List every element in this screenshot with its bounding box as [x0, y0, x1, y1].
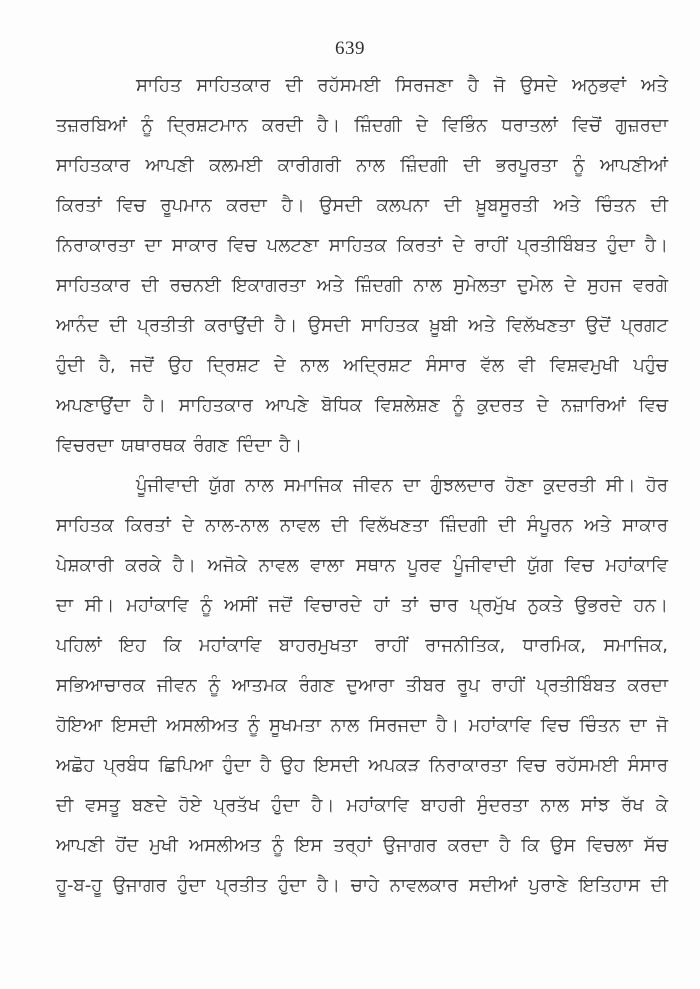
text-line: ਸਾਹਿਤਕਾਰ ਆਪਣੀ ਕਲਮਈ ਕਾਰੀਗਰੀ ਨਾਲ ਜ਼ਿੰਦਗੀ ਦੀ ਭਰਪੂਰਤਾ ਨੂੰ ਆਪਣੀਆਂ	[56, 155, 668, 176]
text-line: ਸਾਹਿਤਕ ਕਿਰਤਾਂ ਦੇ ਨਾਲ-ਨਾਲ ਨਾਵਲ ਦੀ ਵਿਲੱਖਣਤਾ ਜ਼ਿੰਦਗੀ ਦੀ ਸੰਪੂਰਨ ਅਤੇ ਸਾਕਾਰ	[56, 515, 668, 536]
text-line: ਆਪਣੀ ਹੋਂਦ ਮੁਖੀ ਅਸਲੀਅਤ ਨੂੰ ਇਸ ਤਰ੍ਹਾਂ ਉਜਾਗਰ ਕਰਦਾ ਹੈ ਕਿ ਉਸ ਵਿਚਲਾ ਸੱਚ	[56, 835, 668, 856]
text-line: ਹੂ-ਬ-ਹੂ ਉਜਾਗਰ ਹੁੰਦਾ ਪ੍ਰਤੀਤ ਹੁੰਦਾ ਹੈ। ਚਾਹੇ ਨਾਵਲਕਾਰ ਸਦੀਆਂ ਪੁਰਾਣੇ ਇਤਿਹਾਸ ਦੀ	[56, 875, 668, 896]
page-number: 639	[335, 38, 365, 59]
text-line: ਦਾ ਸੀ। ਮਹਾਂਕਾਵਿ ਨੂੰ ਅਸੀਂ ਜਦੋਂ ਵਿਚਾਰਦੇ ਹਾਂ ਤਾਂ ਚਾਰ ਪ੍ਰਮੁੱਖ ਨੁਕਤੇ ਉਭਰਦੇ ਹਨ।	[56, 595, 668, 616]
text-line: ਦੀ ਵਸਤੂ ਬਣਦੇ ਹੋਏ ਪ੍ਰਤੱਖ ਹੁੰਦਾ ਹੈ। ਮਹਾਂਕਾਵਿ ਬਾਹਰੀ ਸੁੰਦਰਤਾ ਨਾਲ ਸਾਂਝ ਰੱਖ ਕੇ	[56, 795, 668, 816]
text-line: ਕਿਰਤਾਂ ਵਿਚ ਰੂਪਮਾਨ ਕਰਦਾ ਹੈ। ਉਸਦੀ ਕਲਪਨਾ ਦੀ ਖ਼ੂਬਸੂਰਤੀ ਅਤੇ ਚਿੰਤਨ ਦੀ	[56, 195, 668, 216]
paragraph	[56, 66, 668, 466]
text-block	[56, 66, 668, 906]
text-line: ਸਭਿਆਚਾਰਕ ਜੀਵਨ ਨੂੰ ਆਤਮਕ ਰੰਗਣ ਦੁਆਰਾ ਤੀਬਰ ਰੂਪ ਰਾਹੀਂ ਪ੍ਰਤੀਬਿੰਬਤ ਕਰਦਾ	[56, 675, 668, 696]
text-line: ਹੁੰਦੀ ਹੈ, ਜਦੋਂ ਉਹ ਦ੍ਰਿਸ਼ਟ ਦੇ ਨਾਲ ਅਦ੍ਰਿਸ਼ਟ ਸੰਸਾਰ ਵੱਲ ਵੀ ਵਿਸ਼ਵਮੁਖੀ ਪਹੁੰਚ	[56, 355, 668, 376]
text-line: ਅਛੋਹ ਪ੍ਰਬੰਧ ਛਿਪਿਆ ਹੁੰਦਾ ਹੈ ਉਹ ਇਸਦੀ ਅਪਕੜ ਨਿਰਾਕਾਰਤਾ ਵਿਚ ਰਹੱਸਮਈ ਸੰਸਾਰ	[56, 755, 668, 776]
text-line: ਅਪਣਾਉਂਦਾ ਹੈ। ਸਾਹਿਤਕਾਰ ਆਪਣੇ ਬੋਧਿਕ ਵਿਸ਼ਲੇਸ਼ਣ ਨੂੰ ਕੁਦਰਤ ਦੇ ਨਜ਼ਾਰਿਆਂ ਵਿਚ	[56, 395, 668, 416]
text-line: ਪੇਸ਼ਕਾਰੀ ਕਰਕੇ ਹੈ। ਅਜੋਕੇ ਨਾਵਲ ਵਾਲਾ ਸਥਾਨ ਪੂਰਵ ਪੂੰਜੀਵਾਦੀ ਯੁੱਗ ਵਿਚ ਮਹਾਂਕਾਵਿ	[56, 555, 668, 576]
text-line: ਪੂੰਜੀਵਾਦੀ ਯੁੱਗ ਨਾਲ ਸਮਾਜਿਕ ਜੀਵਨ ਦਾ ਗੁੰਝਲਦਾਰ ਹੋਣਾ ਕੁਦਰਤੀ ਸੀ। ਹੋਰ	[136, 475, 668, 496]
text-line: ਵਿਚਰਦਾ ਯਥਾਰਥਕ ਰੰਗਣ ਦਿੰਦਾ ਹੈ।	[56, 435, 303, 456]
text-line: ਨਿਰਾਕਾਰਤਾ ਦਾ ਸਾਕਾਰ ਵਿਚ ਪਲਟਣਾ ਸਾਹਿਤਕ ਕਿਰਤਾਂ ਦੇ ਰਾਹੀਂ ਪ੍ਰਤੀਬਿੰਬਤ ਹੁੰਦਾ ਹੈ।	[56, 235, 668, 256]
text-line: ਪਹਿਲਾਂ ਇਹ ਕਿ ਮਹਾਂਕਾਵਿ ਬਾਹਰਮੁਖਤਾ ਰਾਹੀਂ ਰਾਜਨੀਤਿਕ, ਧਾਰਮਿਕ, ਸਮਾਜਿਕ,	[56, 635, 668, 656]
paragraph	[56, 466, 668, 906]
text-line: ਤਜ਼ਰਬਿਆਂ ਨੂੰ ਦ੍ਰਿਸ਼ਟਮਾਨ ਕਰਦੀ ਹੈ। ਜ਼ਿੰਦਗੀ ਦੇ ਵਿਭਿੰਨ ਧਰਾਤਲਾਂ ਵਿਚੋਂ ਗੁਜ਼ਰਦਾ	[56, 115, 668, 136]
text-line: ਹੋਇਆ ਇਸਦੀ ਅਸਲੀਅਤ ਨੂੰ ਸੂਖਮਤਾ ਨਾਲ ਸਿਰਜਦਾ ਹੈ। ਮਹਾਂਕਾਵਿ ਵਿਚ ਚਿੰਤਨ ਦਾ ਜੋ	[56, 715, 668, 736]
text-line: ਸਾਹਿਤਕਾਰ ਦੀ ਰਚਨਈ ਇਕਾਗਰਤਾ ਅਤੇ ਜ਼ਿੰਦਗੀ ਨਾਲ ਸੁਮੇਲਤਾ ਦੁਮੇਲ ਦੇ ਸੁਹਜ ਵਰਗੇ	[56, 275, 668, 296]
text-line: ਸਾਹਿਤ ਸਾਹਿਤਕਾਰ ਦੀ ਰਹੱਸਮਈ ਸਿਰਜਣਾ ਹੈ ਜੋ ਉਸਦੇ ਅਨੁਭਵਾਂ ਅਤੇ	[136, 75, 668, 96]
text-line: ਆਨੰਦ ਦੀ ਪ੍ਰਤੀਤੀ ਕਰਾਉਂਦੀ ਹੈ। ਉਸਦੀ ਸਾਹਿਤਕ ਖ਼ੂਬੀ ਅਤੇ ਵਿਲੱਖਣਤਾ ਉਦੋਂ ਪ੍ਰਗਟ	[56, 315, 668, 336]
